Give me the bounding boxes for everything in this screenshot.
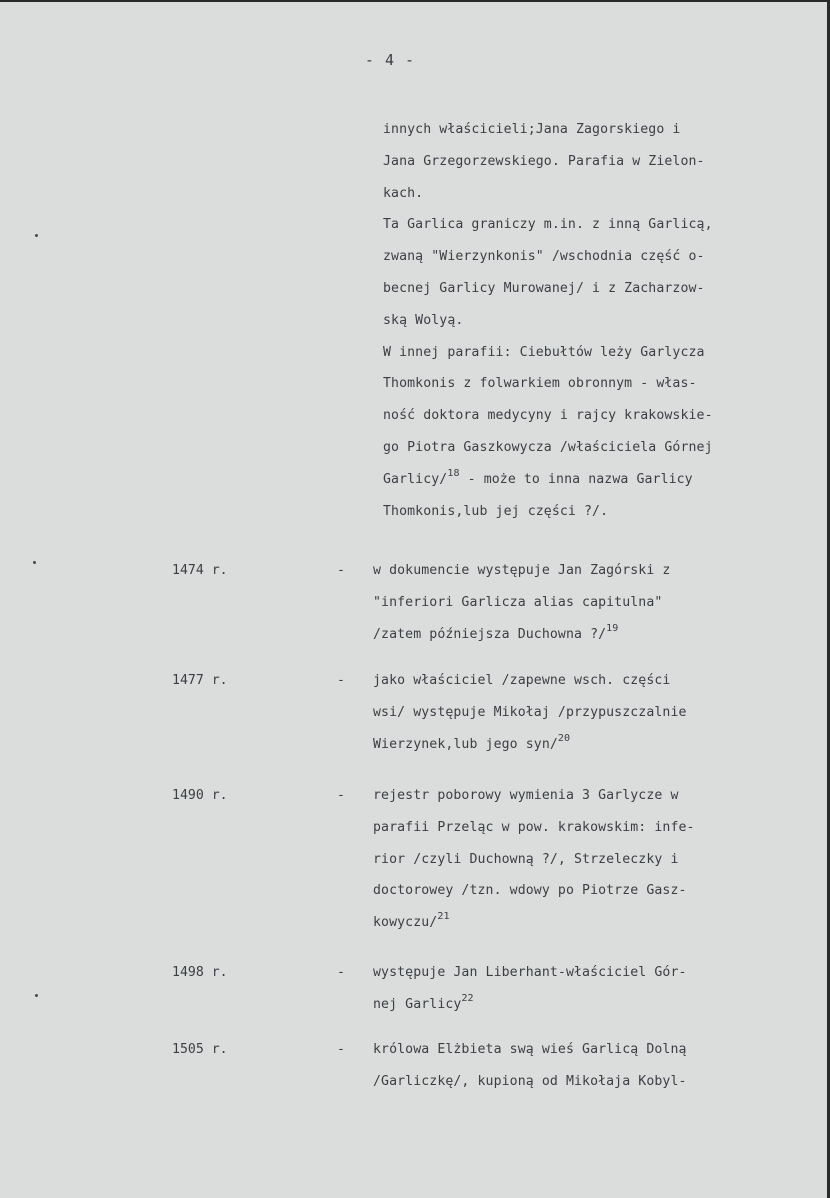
- text-line: jako właściciel /zapewne wsch. części: [373, 673, 671, 688]
- text-line: Jana Grzegorzewskiego. Parafia w Zielon-: [383, 153, 705, 169]
- entry-text: [373, 780, 793, 939]
- text-line: [373, 729, 793, 761]
- text-line: królowa Elżbieta swą wieś Garlicą Dolną: [373, 1042, 687, 1057]
- text-line: parafii Przeląc w pow. krakowskim: infe-: [373, 819, 695, 835]
- text-line: W innej parafii: Ciebułtów leży Garlycza: [383, 344, 705, 360]
- entry-text: [373, 957, 793, 1021]
- entry-dash: -: [337, 1042, 345, 1057]
- text-segment: kowyczu/: [373, 915, 438, 931]
- footnote-ref: 21: [437, 911, 450, 923]
- text-line: rejestr poborowy wymienia 3 Garlycze w: [373, 788, 679, 803]
- entry-date: 1498 r.: [172, 965, 228, 980]
- text-segment: Garlicy/: [383, 471, 448, 487]
- text-line: występuje Jan Liberhant-właściciel Gór-: [373, 965, 687, 980]
- text-line: w dokumencie występuje Jan Zagórski z: [373, 563, 671, 578]
- entry-date: 1477 r.: [172, 673, 228, 688]
- footnote-ref: 20: [557, 732, 571, 744]
- text-line: [373, 619, 793, 651]
- footnote-ref: 18: [447, 467, 460, 479]
- text-line: innych właścicieli;Jana Zagorskiego i: [383, 122, 681, 137]
- entry-dash: -: [337, 965, 345, 980]
- scan-speck: [33, 561, 36, 564]
- text-line: ską Wolyą.: [383, 312, 464, 328]
- text-line: zwaną "Wierzynkonis" /wschodnia część o-: [383, 249, 705, 265]
- text-line: [383, 464, 793, 496]
- text-line: ność doktora medycyny i rajcy krakowskie-: [383, 408, 713, 424]
- text-segment: /zatem późniejsza Duchowna ?/: [373, 626, 607, 642]
- intro-paragraphs: [383, 114, 793, 527]
- page-number: - 4 -: [364, 51, 416, 69]
- text-segment: nej Garlicy: [373, 996, 462, 1012]
- text-line: rior /czyli Duchowną ?/, Strzeleczky i: [373, 851, 679, 867]
- text-line: Ta Garlica graniczy m.in. z inną Garlicą,: [383, 217, 713, 233]
- text-line: kach.: [383, 185, 424, 201]
- scan-speck: [35, 994, 38, 997]
- text-segment: Wierzynek,lub jego syn/: [373, 736, 558, 752]
- entry-date: 1505 r.: [172, 1042, 228, 1057]
- footnote-ref: 22: [461, 992, 474, 1004]
- entry-text: [373, 665, 793, 760]
- text-line: [373, 907, 793, 939]
- entry-dash: -: [337, 788, 345, 803]
- text-line: "inferiori Garlicza alias capitulna": [373, 594, 663, 610]
- footnote-ref: 19: [606, 622, 619, 634]
- text-line: go Piotra Gaszkowycza /właściciela Górnej: [383, 439, 713, 455]
- text-line: becnej Garlicy Murowanej/ i z Zacharzow-: [383, 280, 705, 296]
- entry-text: [373, 555, 793, 650]
- text-line: doctorowey /tzn. wdowy po Piotrze Gasz-: [373, 883, 687, 899]
- entry-date: 1474 r.: [172, 563, 228, 578]
- text-segment: - może to inna nazwa Garlicy: [459, 471, 693, 487]
- text-line: Thomkonis,lub jej części ?/.: [383, 503, 609, 519]
- text-line: [373, 989, 793, 1021]
- text-line: /Garliczkę/, kupioną od Mikołaja Kobyl-: [373, 1073, 687, 1089]
- entry-dash: -: [337, 563, 345, 578]
- entry-date: 1490 r.: [172, 788, 228, 803]
- scan-speck: [35, 234, 38, 237]
- text-line: wsi/ występuje Mikołaj /przypuszczalnie: [373, 704, 687, 720]
- entry-dash: -: [337, 673, 345, 688]
- text-line: Thomkonis z folwarkiem obronnym - włas-: [383, 376, 697, 392]
- entry-text: [373, 1034, 793, 1098]
